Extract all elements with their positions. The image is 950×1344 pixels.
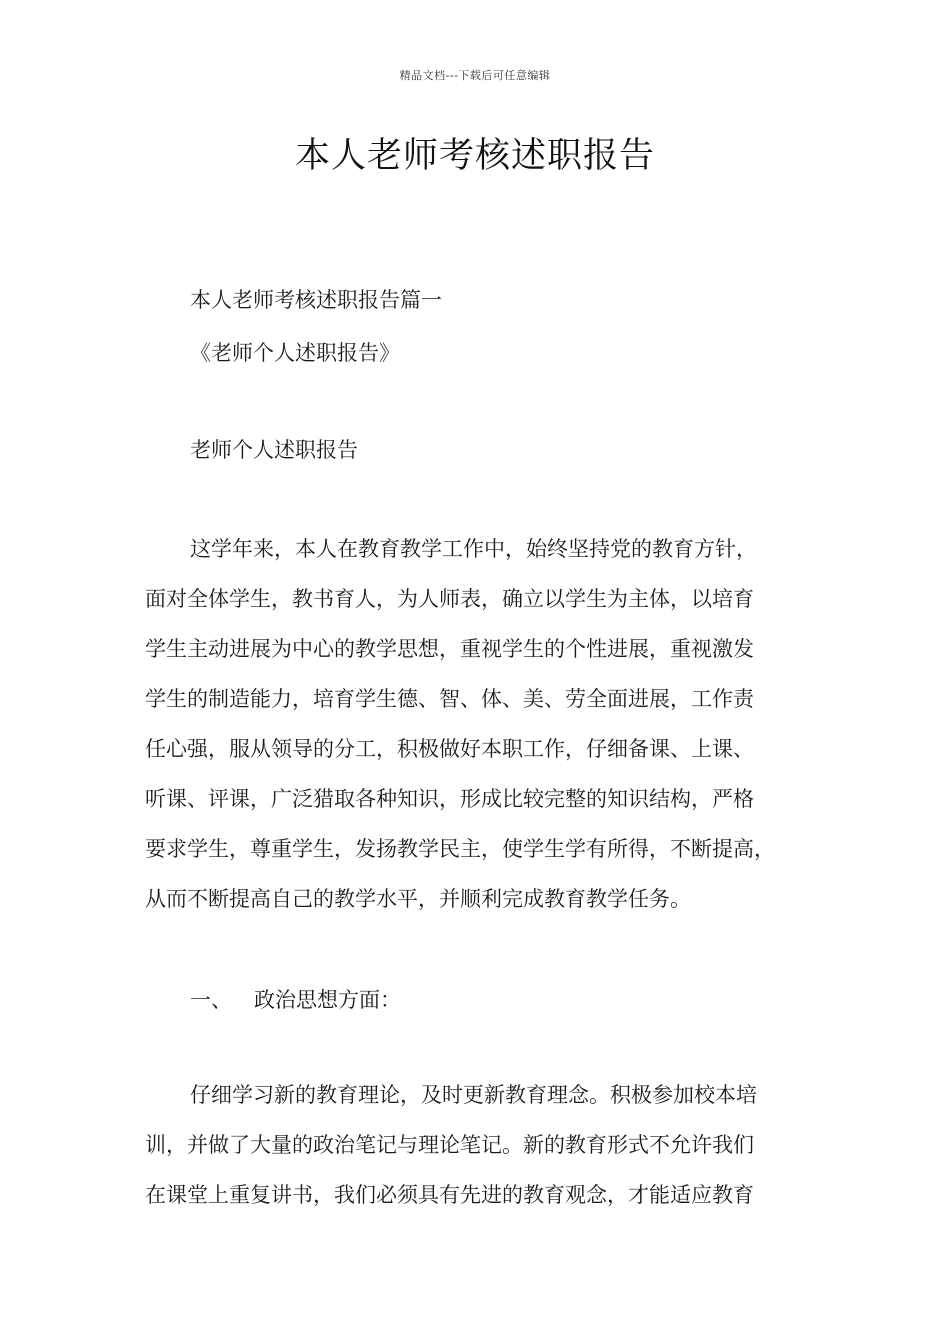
chapter-subtitle: 本人老师考核述职报告篇一 <box>190 288 442 312</box>
paragraph-line: 任心强，服从领导的分工，积极做好本职工作，仔细备课、上课、 <box>145 737 754 761</box>
politics-paragraph <box>145 1070 835 1220</box>
paragraph-line: 这学年来，本人在教育教学工作中，始终坚持党的教育方针， <box>190 537 757 561</box>
quoted-subtitle: 《老师个人述职报告》 <box>190 341 400 365</box>
heading-one <box>190 985 401 1015</box>
section-title: 老师个人述职报告 <box>190 438 358 462</box>
paragraph-line: 训，并做了大量的政治笔记与理论笔记。新的教育形式不允许我们 <box>145 1133 754 1157</box>
heading-number: 一、 <box>190 988 232 1012</box>
paragraph-line: 要求学生，尊重学生，发扬教学民主，使学生学有所得，不断提高， <box>145 837 775 861</box>
paragraph-line: 学生的制造能力，培育学生德、智、体、美、劳全面进展，工作责 <box>145 687 754 711</box>
paragraph-line: 在课堂上重复讲书，我们必须具有先进的教育观念，才能适应教育 <box>145 1183 754 1207</box>
document-title: 本人老师考核述职报告 <box>294 136 655 176</box>
paragraph-line: 仔细学习新的教育理论，及时更新教育理念。积极参加校本培 <box>190 1083 757 1107</box>
header-note: 精品文档---下载后可任意编辑 <box>399 69 551 82</box>
paragraph-line: 从而不断提高自己的教学水平，并顺利完成教育教学任务。 <box>145 887 691 911</box>
paragraph-line: 学生主动进展为中心的教学思想，重视学生的个性进展，重视激发 <box>145 637 754 661</box>
intro-paragraph <box>145 524 835 924</box>
paragraph-line: 听课、评课，广泛猎取各种知识，形成比较完整的知识结构，严格 <box>145 787 754 811</box>
paragraph-line: 面对全体学生，教书育人，为人师表，确立以学生为主体，以培育 <box>145 587 754 611</box>
heading-text: 政治思想方面： <box>254 988 401 1012</box>
